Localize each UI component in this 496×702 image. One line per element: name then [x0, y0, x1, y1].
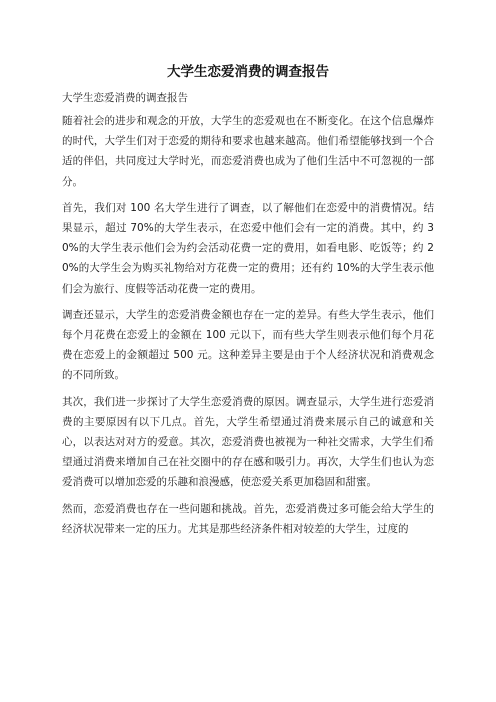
document-title: 大学生恋爱消费的调查报告 [167, 64, 329, 80]
paragraph-problems: 然而，恋爱消费也存在一些问题和挑战。首先，恋爱消费过多可能会给大学生的经济状况带来一定的压力。尤其是那些经济条件相对较差的大学生，过度的 [62, 502, 434, 535]
paragraph-intro: 随着社会的进步和观念的开放，大学生的恋爱观也在不断变化。在这个信息爆炸的时代，大学生们对于恋爱的期待和要求也越来越高。他们希望能够找到一个合适的伴侣，共同度过大学时光，而恋爱消费也成为了他们生活中不可忽视的一部分。 [62, 115, 434, 188]
paragraph-spending-differences: 调查还显示，大学生的恋爱消费金额也存在一定的差异。有些大学生表示，他们每个月花费在恋爱上的金额在 100 元以下，而有些大学生则表示他们每个月花费在恋爱上的金额超过 500 元。这种差异主要是由于个人经济状况和消费观念的不同所致。 [62, 308, 434, 382]
paragraph-survey-results: 首先，我们对 100 名大学生进行了调查，以了解他们在恋爱中的消费情况。结果显示，超过 70%的大学生表示，在恋爱中他们会有一定的消费。其中，约 30%的大学生表示他们会为约会活动花费一定的费用，如看电影、吃饭等；约 20%的大学生会为购买礼物给对方花费一定的费用；还有约 10%的大学生表示他们会为旅行、度假等活动花费一定的费用。 [62, 201, 434, 295]
paragraph-reasons: 其次，我们进一步探讨了大学生恋爱消费的原因。调查显示，大学生进行恋爱消费的主要原因有以下几点。首先，大学生希望通过消费来展示自己的诚意和关心，以表达对对方的爱意。其次，恋爱消费也被视为一种社交需求，大学生们希望通过消费来增加自己在社交圈中的存在感和吸引力。再次，大学生们也认为恋爱消费可以增加恋爱的乐趣和浪漫感，使恋爱关系更加稳固和甜蜜。 [62, 395, 434, 489]
document-subtitle: 大学生恋爱消费的调查报告 [62, 92, 188, 104]
